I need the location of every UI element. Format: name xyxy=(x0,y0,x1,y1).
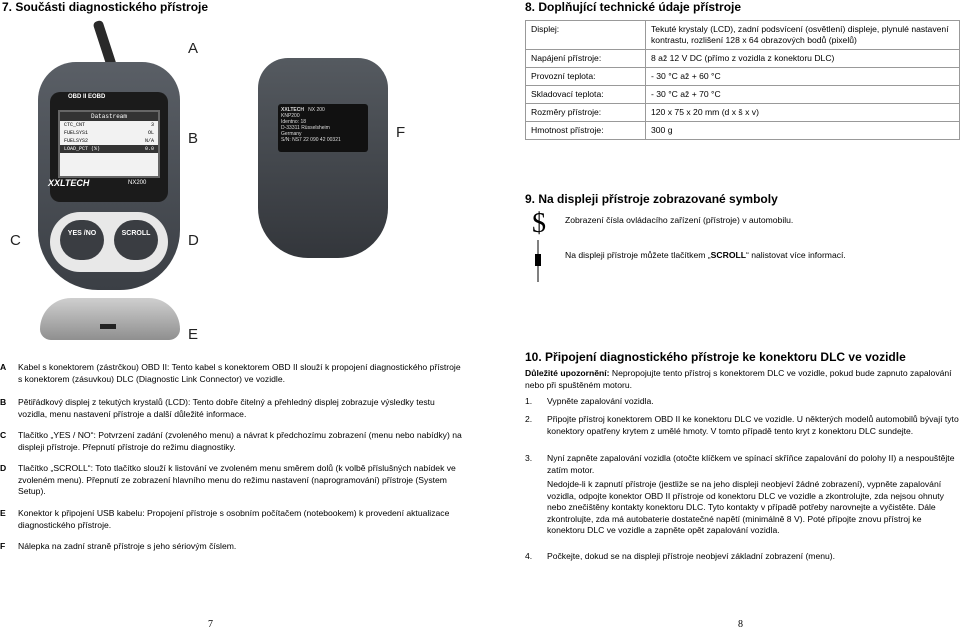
screen-row: CTC_CNT 3 xyxy=(64,122,154,128)
dollar-symbol-icon: $ xyxy=(532,208,546,239)
screen-row: FUELSYS1 OL xyxy=(64,130,154,136)
description-f: F Nálepka na zadní straně přístroje s jeho sériovým číslem. xyxy=(0,541,237,551)
description-e: E Konektor k připojení USB kabelu: Propojení přístroje s osobním počítačem (notebookem) k provedení aktualizace diagnostického přístroje. xyxy=(0,508,450,530)
device-logo: XXLTECH xyxy=(48,178,90,188)
brand-obd-label: OBD II EOBD xyxy=(68,94,106,100)
sticker-line: KNP200 xyxy=(281,113,300,119)
table-row: Rozměry přístroje: 120 x 75 x 20 mm (d x š x v) xyxy=(526,104,960,122)
section-title-specs: 8. Doplňující technické údaje přístroje xyxy=(525,0,742,14)
label-b: B xyxy=(188,130,199,147)
device-bottom-image xyxy=(40,298,180,340)
back-logo: XXLTECH xyxy=(281,107,304,113)
section-title-components: 7. Součásti diagnostického přístroje xyxy=(2,0,209,14)
device-screen xyxy=(58,110,160,178)
sticker-line: D-33311 Rüsselsheim xyxy=(281,125,330,131)
usb-port-icon xyxy=(100,324,116,329)
sticker-line: Identno: 18 xyxy=(281,119,307,125)
table-row: Displej: Tekuté krystaly (LCD), zadní podsvícení (osvětlení) displeje, plynulé nastavení kontrastu, rozlišení 128 x 64 obrazových bodů (pixelů) xyxy=(526,21,960,50)
page-number-right: 8 xyxy=(738,619,743,630)
spec-table xyxy=(525,20,960,140)
table-row: Napájení přístroje: 8 až 12 V DC (přímo z vozidla z konektoru DLC) xyxy=(526,50,960,68)
scroll-indicator-icon xyxy=(535,240,541,282)
button-pad xyxy=(50,212,168,272)
symbol-dollar-description: Zobrazení čísla ovládacího zařízení (přístroje) v automobilu. xyxy=(565,215,794,225)
device-front-image xyxy=(38,62,180,290)
table-row: Hmotnost přístroje: 300 g xyxy=(526,122,960,140)
warning-text: Důležité upozornění: Nepropojujte tento přístroj s konektorem DLC ve vozidle, pokud bude zapnuto zapalování nebo při spuštěném motoru. xyxy=(525,368,952,390)
step-item: 2. Připojte přístroj konektorem OBD II ke konektoru DLC ve vozidle. U některých modelů automobilů bývají tyto konektory opatřeny krytem z umělé hmoty. V tomto případě tento kryt z konektoru DLC sundejte. xyxy=(525,414,959,436)
step-item: 3. Nyní zapněte zapalování vozidla (otočte klíčkem ve spínací skříňce zapalování do polohy II) a nespouštějte zatím motor. xyxy=(525,453,955,475)
label-f: F xyxy=(396,124,406,141)
label-c: C xyxy=(10,232,21,249)
table-row: Skladovací teplota: - 30 °C až + 70 °C xyxy=(526,86,960,104)
step-item: 1. Vypněte zapalování vozidla. xyxy=(525,396,654,406)
screen-title: Datastream xyxy=(60,112,158,121)
description-a: A Kabel s konektorem (zástrčkou) OBD II: Tento kabel s konektorem OBD II slouží k propojení diagnostického přístroje s konektorem (zásuvkou) DLC (Diagnostic Link Connector) ve vozidle. xyxy=(0,362,461,384)
label-a: A xyxy=(188,40,199,57)
screen-row: FUELSYS2 N/A xyxy=(64,138,154,144)
table-row: Provozní teplota: - 30 °C až + 60 °C xyxy=(526,68,960,86)
section-title-connect: 10. Připojení diagnostického přístroje ke konektoru DLC ve vozidle xyxy=(525,350,906,364)
symbol-scroll-description: Na displeji přístroje můžete tlačítkem „SCROLL“ nalistovat více informací. xyxy=(565,250,846,260)
right-page xyxy=(480,0,960,630)
serial-sticker xyxy=(278,104,368,152)
step-item: Nedojde-li k zapnutí přístroje (jestliže se na jeho displeji neobjeví žádné zobrazení), vypněte zapalování vozidla, odpojte konektor OBD II přístroje od konektoru DLC ve vozidle a zkontrolujte, zda nejsou ohnuty nebo znečištěny kontakty konektoru DLC. Tyto kontakty v případě potřeby narovnejte a vyčistěte. Dále zkontrolujte, zda má autobaterie dostatečné napětí (minimálně 8 V). Poté přípojte znovu přístroj ke konektoru DLC ve vozidle a zapněte opět zapalování vozidla. xyxy=(547,479,944,535)
description-d: D Tlačítko „SCROLL“: Toto tlačítko slouží k listování ve zvoleném menu směrem dolů (k volbě příslušných nabídek ve zvoleném menu). Přepnutí ze zobrazení hlavního menu do režimu nastavení (naprogramování) přístroje (System Setup). xyxy=(0,463,456,496)
label-e: E xyxy=(188,326,199,343)
device-back-image xyxy=(258,58,388,258)
label-d: D xyxy=(188,232,199,249)
screen-row: LOAD_PCT (%) 0.0 xyxy=(60,145,158,153)
sticker-line: Germany xyxy=(281,131,302,137)
sticker-serial: S/N: NS7 22 090 42 00321 xyxy=(281,137,341,143)
page-number-left: 7 xyxy=(208,619,213,630)
section-title-symbols: 9. Na displeji přístroje zobrazované symboly xyxy=(525,192,778,206)
yes-no-button: YES /NO xyxy=(60,220,104,260)
description-c: C Tlačítko „YES / NO“: Potvrzení zadání (zvoleného menu) a návrat k předchozímu zobrazení (menu nebo nabídky) na displeji přístroje. Přepnutí přístroje do režimu diagnostiky. xyxy=(0,430,462,452)
back-model: NX 200 xyxy=(308,107,325,113)
device-model: NX200 xyxy=(128,180,147,186)
description-b: B Pětiřádkový displej z tekutých krystalů (LCD): Tento dobře čitelný a přehledný displej zobrazuje výsledky testu vozidla, menu nastavení přístroje a další důležité informace. xyxy=(0,397,435,419)
step-item: 4. Počkejte, dokud se na displeji přístroje neobjeví základní zobrazení (menu). xyxy=(525,551,836,561)
scroll-button: SCROLL xyxy=(114,220,158,260)
